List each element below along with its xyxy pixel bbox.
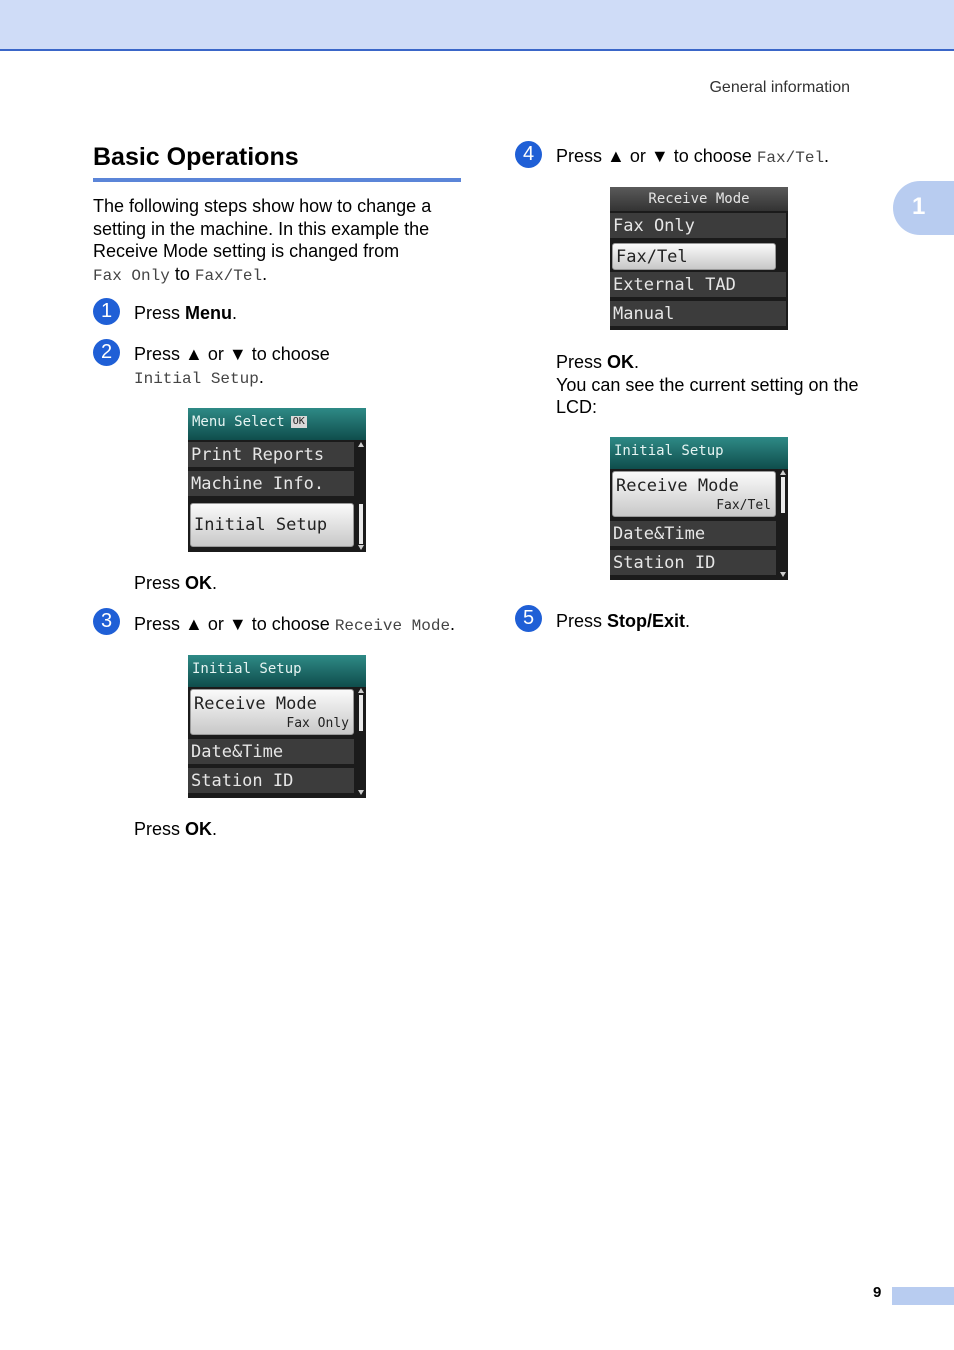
down-arrow-icon: ▼ bbox=[228, 614, 247, 634]
up-arrow-icon: ▲ bbox=[185, 614, 203, 634]
step-2-number: 2 bbox=[93, 339, 120, 366]
current-value: Fax/Tel bbox=[716, 498, 771, 513]
up-arrow-icon: ▲ bbox=[607, 146, 625, 166]
step-5-number: 5 bbox=[515, 605, 542, 632]
scroll-down-icon bbox=[358, 790, 364, 795]
lcd-row-selected: Receive Mode Fax/Tel bbox=[612, 471, 776, 517]
scroll-up-icon bbox=[358, 442, 364, 447]
step-4-number: 4 bbox=[515, 141, 542, 168]
down-arrow-icon: ▼ bbox=[650, 146, 669, 166]
step-4-result: Press OK. You can see the current setting on the LCD: bbox=[556, 352, 859, 417]
lcd-title-bar: Menu Select OK bbox=[188, 408, 366, 440]
key-ok: OK bbox=[185, 573, 213, 593]
lcd-row-selected: Receive Mode Fax Only bbox=[190, 689, 354, 735]
lcd-row: Machine Info. bbox=[188, 471, 354, 498]
scrollbar bbox=[359, 504, 363, 544]
lcd-title-bar: Initial Setup bbox=[610, 437, 788, 469]
step-3-number: 3 bbox=[93, 608, 120, 635]
scrollbar bbox=[781, 477, 785, 513]
section-title: Basic Operations bbox=[93, 143, 299, 171]
chapter-number: 1 bbox=[912, 193, 926, 220]
lcd-row: Fax Only bbox=[610, 213, 786, 240]
intro-to-value: Fax/Tel bbox=[194, 266, 263, 285]
choice-initial-setup: Initial Setup bbox=[134, 369, 259, 388]
step-3-press-ok: Press OK. bbox=[134, 819, 218, 839]
lcd-row-selected: Initial Setup bbox=[190, 503, 354, 547]
intro-line: setting in the machine. In this example the bbox=[93, 218, 430, 239]
step-5-text: Press Stop/Exit. bbox=[556, 611, 691, 631]
lcd-screen-menu bbox=[188, 408, 366, 552]
lcd-screen-receive-mode bbox=[610, 187, 788, 330]
lcd-title-bar: Receive Mode bbox=[610, 187, 788, 211]
intro-line: Receive Mode setting is changed from bbox=[93, 241, 400, 261]
ok-badge: OK bbox=[292, 416, 305, 427]
scroll-up-icon bbox=[358, 688, 364, 693]
lcd-screen-initial-setup-updated bbox=[610, 437, 788, 580]
key-stop-exit: Stop/Exit bbox=[607, 611, 686, 631]
scroll-down-icon bbox=[358, 545, 364, 550]
top-band bbox=[0, 0, 954, 51]
intro-line: Fax Only to Fax/Tel. bbox=[93, 263, 268, 285]
scrollbar bbox=[359, 695, 363, 731]
lcd-row: Date&Time bbox=[610, 521, 776, 548]
scroll-up-icon bbox=[780, 470, 786, 475]
lcd-row-selected: Fax/Tel bbox=[612, 243, 776, 270]
key-ok: OK bbox=[185, 819, 213, 839]
down-arrow-icon: ▼ bbox=[228, 344, 247, 364]
page-tab bbox=[892, 1287, 954, 1305]
key-menu: Menu bbox=[185, 303, 233, 323]
lcd-row: Date&Time bbox=[188, 739, 354, 766]
current-value: Fax Only bbox=[286, 716, 349, 731]
intro-from-value: Fax Only bbox=[93, 266, 170, 285]
step-1-text: Press Menu. bbox=[134, 303, 238, 323]
lcd-title-bar: Initial Setup bbox=[188, 655, 366, 687]
lcd-row: Station ID bbox=[610, 550, 776, 577]
intro-paragraph bbox=[93, 195, 463, 287]
lcd-row: Manual bbox=[610, 301, 786, 328]
running-header: General information bbox=[709, 79, 850, 96]
step-4-text: Press ▲ or ▼ to choose Fax/Tel. bbox=[556, 146, 830, 167]
scroll-down-icon bbox=[780, 572, 786, 577]
lcd-row: Station ID bbox=[188, 768, 354, 795]
step-1-number: 1 bbox=[93, 298, 120, 325]
lcd-screen-initial-setup bbox=[188, 655, 366, 798]
intro-line: The following steps show how to change a bbox=[93, 196, 432, 216]
up-arrow-icon: ▲ bbox=[185, 344, 203, 364]
step-2-text: Press ▲ or ▼ to choose Initial Setup. bbox=[134, 344, 330, 388]
chapter-tab bbox=[893, 181, 954, 235]
choice-receive-mode: Receive Mode bbox=[334, 617, 451, 635]
step-2-press-ok: Press OK. bbox=[134, 573, 218, 593]
key-ok: OK bbox=[607, 352, 635, 372]
choice-fax-tel: Fax/Tel bbox=[756, 149, 825, 167]
lcd-row: Print Reports bbox=[188, 442, 354, 469]
title-rule bbox=[93, 178, 461, 182]
lcd-row: External TAD bbox=[610, 272, 786, 299]
step-3-text: Press ▲ or ▼ to choose Receive Mode. bbox=[134, 614, 456, 635]
page-number: 9 bbox=[873, 1284, 882, 1301]
